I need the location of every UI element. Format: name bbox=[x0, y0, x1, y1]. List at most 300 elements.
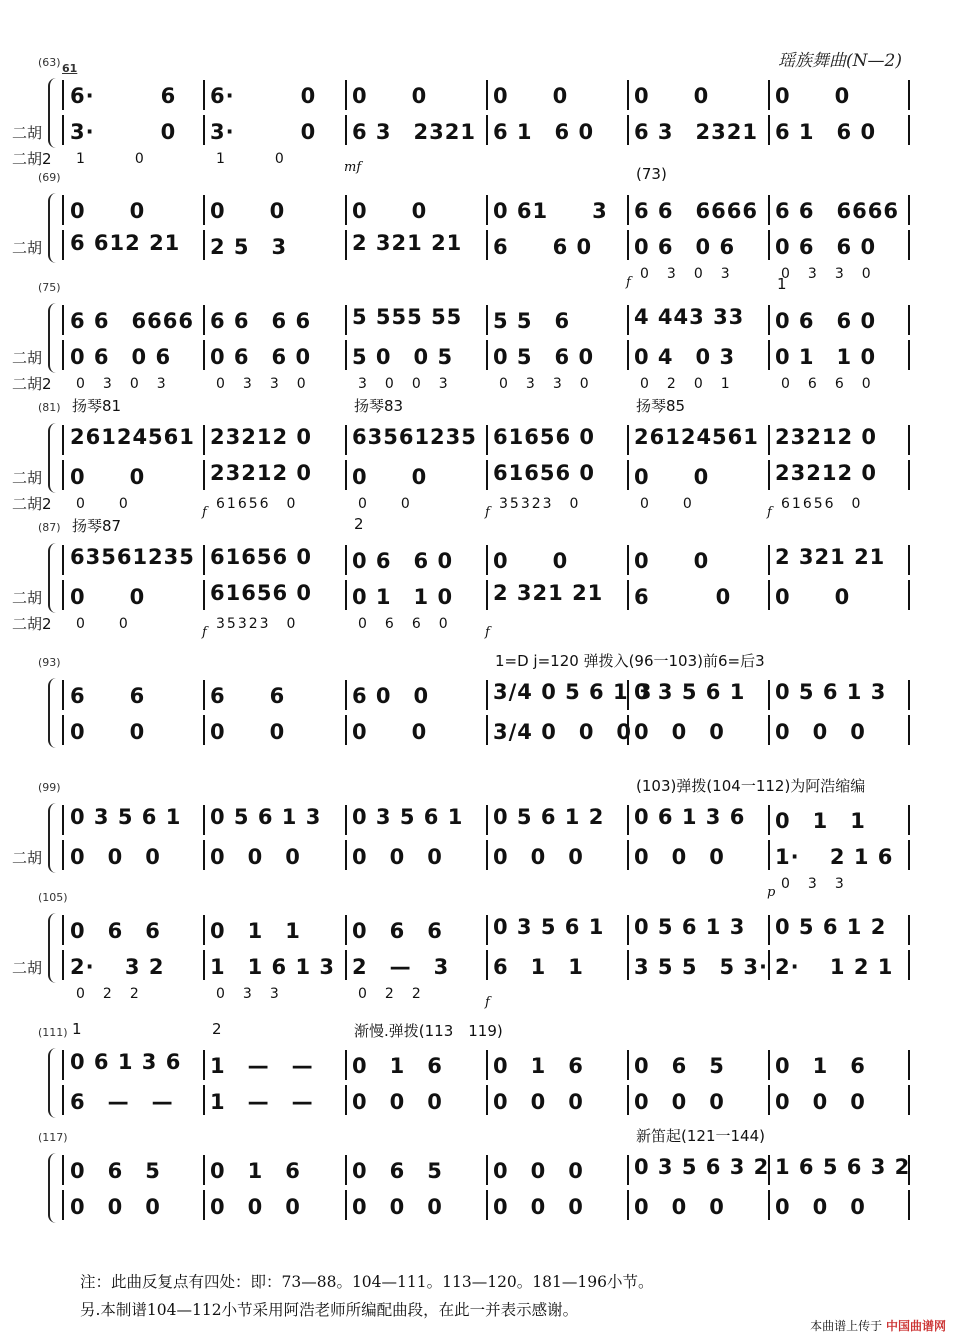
bar-line bbox=[62, 80, 64, 110]
bar-line bbox=[908, 115, 910, 145]
bar-line bbox=[627, 805, 629, 835]
bottom-voice-measure: 2· 1 2 1 bbox=[775, 955, 894, 979]
bottom-voice-measure: 0 6 6 0 bbox=[210, 345, 312, 369]
top-voice-measure: 0 0 0 bbox=[493, 1159, 584, 1183]
top-voice-measure: 0 5 6 1 2 bbox=[493, 805, 605, 829]
section-annotation: 新笛起(121一144) bbox=[636, 1127, 765, 1145]
bottom-voice-measure: 0 0 0 bbox=[634, 845, 725, 869]
bar-line bbox=[486, 545, 488, 575]
bottom-voice-measure: 1 1 6 1 3 bbox=[210, 955, 335, 979]
bar-line bbox=[627, 1190, 629, 1220]
bar-line bbox=[62, 425, 64, 455]
bottom-voice-measure: 23212 0 bbox=[210, 461, 312, 485]
third-voice-measure: 61656 0 bbox=[781, 496, 863, 512]
bar-line bbox=[627, 460, 629, 490]
bar-line bbox=[768, 1085, 770, 1115]
measure-number: (93) bbox=[38, 656, 61, 669]
bar-line bbox=[768, 1190, 770, 1220]
bottom-voice-measure: 3 5 5 5 3· bbox=[634, 955, 768, 979]
bar-line bbox=[768, 915, 770, 945]
bottom-voice-measure: 0 0 0 bbox=[70, 1195, 161, 1219]
upload-credit bbox=[810, 1317, 946, 1334]
third-voice-measure: 0 3 3 0 bbox=[499, 376, 591, 392]
bar-line bbox=[486, 1155, 488, 1185]
bottom-voice-measure: 2· 3 2 bbox=[70, 955, 165, 979]
bar-line bbox=[486, 840, 488, 870]
third-voice-measure: 0 3 3 0 bbox=[781, 266, 873, 282]
top-voice-measure: 0 3 5 6 1 bbox=[634, 680, 746, 704]
measure-number: (69) bbox=[38, 171, 61, 184]
top-voice-measure: 3/4 0 5 6 1 3 bbox=[493, 680, 653, 704]
bar-line bbox=[768, 840, 770, 870]
bottom-voice-measure: 0 6 0 6 bbox=[70, 345, 172, 369]
bar-line bbox=[345, 805, 347, 835]
bar-line bbox=[908, 340, 910, 370]
top-voice-measure: 2 321 21 bbox=[775, 545, 886, 569]
bar-line bbox=[62, 115, 64, 145]
third-voice-measure: 0 2 2 bbox=[76, 986, 141, 1002]
bar-line bbox=[203, 805, 205, 835]
bottom-voice-measure: 0 0 bbox=[634, 465, 710, 489]
bar-line bbox=[203, 715, 205, 745]
top-voice-measure: 26124561 bbox=[634, 425, 759, 449]
instrument-label: 二胡2 bbox=[12, 150, 52, 168]
section-annotation: 2 bbox=[212, 1020, 222, 1038]
top-voice-measure: 0 6 6 bbox=[352, 919, 443, 943]
bottom-voice-measure: 0 0 bbox=[352, 465, 428, 489]
measure-number: (117) bbox=[38, 1131, 68, 1144]
bar-line bbox=[62, 1085, 64, 1115]
bar-line bbox=[768, 805, 770, 835]
top-voice-measure: 61656 0 bbox=[210, 545, 312, 569]
system-8 bbox=[0, 1020, 960, 1140]
bottom-voice-measure: 0 0 0 bbox=[493, 1090, 584, 1114]
top-voice-measure: 4 443 33 bbox=[634, 305, 745, 329]
bottom-voice-measure: 6 1 1 bbox=[493, 955, 584, 979]
third-voice-measure: 0 6 6 0 bbox=[781, 376, 873, 392]
bar-line bbox=[486, 805, 488, 835]
bar-line bbox=[345, 1050, 347, 1080]
bar-line bbox=[62, 805, 64, 835]
top-voice-measure: 6· 0 bbox=[210, 84, 317, 108]
system-brace bbox=[48, 543, 56, 613]
section-annotation: 2 bbox=[354, 515, 364, 533]
top-voice-measure: 0 61 3 bbox=[493, 199, 608, 223]
bottom-voice-measure: 6 1 6 0 bbox=[493, 120, 595, 144]
bar-line bbox=[908, 230, 910, 260]
bar-line bbox=[768, 195, 770, 225]
bottom-voice-measure: 6 612 21 bbox=[70, 231, 181, 255]
section-annotation: 扬琴85 bbox=[636, 397, 686, 415]
top-voice-measure: 0 6 5 bbox=[352, 1159, 443, 1183]
dynamic-marking: f bbox=[202, 505, 207, 520]
section-annotation: (103)弹拨(104一112)为阿浩缩编 bbox=[636, 777, 866, 795]
bar-line bbox=[203, 195, 205, 225]
bar-line bbox=[62, 305, 64, 335]
bottom-voice-measure: 0 0 0 bbox=[210, 845, 301, 869]
bottom-voice-measure: 61656 0 bbox=[210, 581, 312, 605]
third-voice-measure: 0 3 3 bbox=[781, 876, 846, 892]
instrument-label: 二胡2 bbox=[12, 495, 52, 513]
top-voice-measure: 6 6 6666 bbox=[634, 199, 758, 223]
bar-line bbox=[908, 1190, 910, 1220]
bar-line bbox=[203, 1085, 205, 1115]
bottom-voice-measure: 3/4 0 0 0 bbox=[493, 720, 633, 744]
top-voice-measure: 1 6 5 6 3 2 bbox=[775, 1155, 911, 1179]
bar-line bbox=[768, 340, 770, 370]
top-voice-measure: 6 0 0 bbox=[352, 684, 430, 708]
bottom-voice-measure: 6 1 6 0 bbox=[775, 120, 877, 144]
bottom-voice-measure: 6 3 2321 bbox=[352, 120, 476, 144]
bar-line bbox=[486, 915, 488, 945]
system-3 bbox=[0, 397, 960, 520]
top-voice-measure: 0 0 bbox=[493, 549, 569, 573]
top-voice-measure: 61656 0 bbox=[493, 425, 595, 449]
bottom-voice-measure: 0 0 bbox=[70, 720, 146, 744]
bar-line bbox=[203, 545, 205, 575]
third-voice-measure: 61656 0 bbox=[216, 496, 298, 512]
bottom-voice-measure: 0 0 0 bbox=[775, 1090, 866, 1114]
bar-line bbox=[345, 195, 347, 225]
top-voice-measure: 6 6 6666 bbox=[775, 199, 899, 223]
bar-line bbox=[345, 1190, 347, 1220]
bar-line bbox=[203, 460, 205, 490]
section-annotation: 1 bbox=[72, 1020, 82, 1038]
bottom-voice-measure: 0 0 0 bbox=[352, 845, 443, 869]
bar-line bbox=[627, 195, 629, 225]
bar-line bbox=[345, 950, 347, 980]
bar-line bbox=[768, 115, 770, 145]
section-annotation: 扬琴87 bbox=[72, 517, 122, 535]
bar-line bbox=[203, 580, 205, 610]
bottom-voice-measure: 61656 0 bbox=[493, 461, 595, 485]
third-voice-measure: 0 3 0 3 bbox=[640, 266, 732, 282]
bar-line bbox=[62, 195, 64, 225]
section-annotation: 扬琴83 bbox=[354, 397, 404, 415]
top-voice-measure: 0 3 5 6 3 2 bbox=[634, 1155, 770, 1179]
instrument-label: 二胡2 bbox=[12, 375, 52, 393]
bottom-voice-measure: 3· 0 bbox=[70, 120, 177, 144]
bottom-voice-measure: 2 321 21 bbox=[352, 231, 463, 255]
top-voice-measure: 0 6 1 3 6 bbox=[634, 805, 746, 829]
bar-line bbox=[345, 115, 347, 145]
bar-line bbox=[203, 840, 205, 870]
bar-line bbox=[203, 680, 205, 710]
bar-line bbox=[345, 340, 347, 370]
bar-line bbox=[908, 545, 910, 575]
system-brace bbox=[48, 78, 56, 148]
bar-line bbox=[345, 580, 347, 610]
system-brace bbox=[48, 1153, 56, 1223]
bottom-voice-measure: 0 0 0 bbox=[493, 1195, 584, 1219]
top-voice-measure: 0 6 6 0 bbox=[775, 309, 877, 333]
bar-line bbox=[768, 1050, 770, 1080]
top-voice-measure: 0 5 6 1 3 bbox=[210, 805, 322, 829]
bar-line bbox=[203, 1190, 205, 1220]
third-voice-measure: 35323 0 bbox=[216, 616, 298, 632]
bar-line bbox=[627, 80, 629, 110]
bar-line bbox=[908, 840, 910, 870]
bar-line bbox=[908, 715, 910, 745]
bar-line bbox=[203, 1155, 205, 1185]
bar-line bbox=[768, 545, 770, 575]
instrument-label: 二胡 bbox=[12, 349, 43, 367]
bottom-voice-measure: 0 5 6 0 bbox=[493, 345, 595, 369]
top-voice-measure: 1 — — bbox=[210, 1054, 314, 1078]
top-voice-measure: 0 6 5 bbox=[70, 1159, 161, 1183]
bar-line bbox=[203, 340, 205, 370]
bar-line bbox=[486, 305, 488, 335]
bottom-voice-measure: 0 0 0 bbox=[352, 1090, 443, 1114]
bar-line bbox=[486, 115, 488, 145]
bar-line bbox=[627, 840, 629, 870]
bar-line bbox=[203, 80, 205, 110]
top-voice-measure: 23212 0 bbox=[210, 425, 312, 449]
bar-line bbox=[627, 915, 629, 945]
bottom-voice-measure: 0 1 1 0 bbox=[352, 585, 454, 609]
bottom-voice-measure: 1 — — bbox=[210, 1090, 314, 1114]
bottom-voice-measure: 0 6 6 0 bbox=[775, 235, 877, 259]
third-voice-measure: 0 2 0 1 bbox=[640, 376, 732, 392]
top-voice-measure: 6 6 6 6 bbox=[210, 309, 312, 333]
bar-line bbox=[908, 1050, 910, 1080]
system-brace bbox=[48, 423, 56, 493]
bar-line bbox=[345, 230, 347, 260]
bottom-voice-measure: 0 0 bbox=[352, 720, 428, 744]
top-voice-measure: 0 1 6 bbox=[493, 1054, 584, 1078]
bar-line bbox=[908, 680, 910, 710]
bar-line bbox=[62, 1155, 64, 1185]
top-voice-measure: 0 6 5 bbox=[634, 1054, 725, 1078]
top-voice-measure: 5 555 55 bbox=[352, 305, 463, 329]
bar-line bbox=[486, 340, 488, 370]
bottom-voice-measure: 6 3 2321 bbox=[634, 120, 758, 144]
instrument-label: 二胡 bbox=[12, 959, 43, 977]
section-annotation: 1 bbox=[777, 275, 787, 293]
bar-line bbox=[486, 460, 488, 490]
top-voice-measure: 63561235 bbox=[70, 545, 195, 569]
top-voice-measure: 0 1 1 bbox=[210, 919, 301, 943]
bottom-voice-measure: 0 0 0 bbox=[210, 1195, 301, 1219]
footnote-1: 注：此曲反复点有四处：即：73—88。104—111。113—120。181—196小节。 bbox=[80, 1273, 654, 1291]
section-annotation: 1=D j=120 弹拨入(96一103)前6=后3 bbox=[495, 652, 765, 670]
bar-line bbox=[62, 460, 64, 490]
bar-line bbox=[203, 425, 205, 455]
top-voice-measure: 0 3 5 6 1 bbox=[352, 805, 464, 829]
bottom-voice-measure: 3· 0 bbox=[210, 120, 317, 144]
bar-line bbox=[203, 305, 205, 335]
system-brace bbox=[48, 913, 56, 983]
instrument-label: 二胡 bbox=[12, 469, 43, 487]
bar-line bbox=[768, 680, 770, 710]
bar-line bbox=[62, 1190, 64, 1220]
top-voice-measure: 0 3 5 6 1 bbox=[493, 915, 605, 939]
bar-line bbox=[768, 460, 770, 490]
bar-line bbox=[627, 305, 629, 335]
bottom-voice-measure: 0 0 0 bbox=[634, 720, 725, 744]
top-voice-measure: 0 6 6 bbox=[70, 919, 161, 943]
rehearsal-mark: 61 bbox=[62, 62, 78, 75]
bar-line bbox=[486, 425, 488, 455]
bar-line bbox=[627, 340, 629, 370]
bar-line bbox=[203, 950, 205, 980]
top-voice-measure: 0 3 5 6 1 bbox=[70, 805, 182, 829]
bar-line bbox=[627, 580, 629, 610]
bar-line bbox=[627, 1050, 629, 1080]
top-voice-measure: 0 5 6 1 2 bbox=[775, 915, 887, 939]
top-voice-measure: 6 6 6666 bbox=[70, 309, 194, 333]
bar-line bbox=[203, 915, 205, 945]
bar-line bbox=[627, 1155, 629, 1185]
page-title: 瑶族舞曲(N—2) bbox=[778, 51, 902, 71]
top-voice-measure: 0 0 bbox=[352, 199, 428, 223]
third-voice-measure: 0 3 0 3 bbox=[76, 376, 168, 392]
third-voice-measure: 0 0 bbox=[640, 496, 694, 512]
instrument-label: 二胡 bbox=[12, 239, 43, 257]
bar-line bbox=[768, 305, 770, 335]
system-brace bbox=[48, 1048, 56, 1118]
bar-line bbox=[345, 305, 347, 335]
bar-line bbox=[62, 230, 64, 260]
site-logo[interactable]: 中国曲谱网 bbox=[885, 1319, 946, 1333]
bar-line bbox=[345, 80, 347, 110]
dynamic-marking: f bbox=[202, 625, 207, 640]
system-4 bbox=[0, 515, 960, 640]
third-voice-measure: 1 0 bbox=[216, 151, 286, 167]
dynamic-marking: f bbox=[485, 505, 490, 520]
top-voice-measure: 0 1 6 bbox=[775, 1054, 866, 1078]
bottom-voice-measure: 0 0 0 bbox=[775, 1195, 866, 1219]
bar-line bbox=[908, 580, 910, 610]
third-voice-measure: 0 2 2 bbox=[358, 986, 423, 1002]
footnote-2: 另.本制谱104—112小节采用阿浩老师所编配曲段，在此一并表示感谢。 bbox=[80, 1301, 579, 1319]
bottom-voice-measure: 0 0 0 bbox=[634, 1195, 725, 1219]
bar-line bbox=[486, 1085, 488, 1115]
top-voice-measure: 0 0 bbox=[493, 84, 569, 108]
bar-line bbox=[627, 230, 629, 260]
measure-number: (75) bbox=[38, 281, 61, 294]
bar-line bbox=[62, 915, 64, 945]
bar-line bbox=[62, 580, 64, 610]
bottom-voice-measure: 1· 2 1 6 bbox=[775, 845, 894, 869]
top-voice-measure: 5 5 6 bbox=[493, 309, 571, 333]
top-voice-measure: 0 6 6 0 bbox=[352, 549, 454, 573]
bar-line bbox=[486, 950, 488, 980]
bar-line bbox=[62, 545, 64, 575]
measure-number: (105) bbox=[38, 891, 68, 904]
bar-line bbox=[908, 950, 910, 980]
bar-line bbox=[486, 1050, 488, 1080]
bottom-voice-measure: 0 0 0 bbox=[775, 720, 866, 744]
top-voice-measure: 6 6 bbox=[70, 684, 146, 708]
instrument-label: 二胡 bbox=[12, 849, 43, 867]
bottom-voice-measure: 2 — 3 bbox=[352, 955, 450, 979]
bar-line bbox=[768, 580, 770, 610]
dynamic-marking: f bbox=[485, 625, 490, 640]
system-brace bbox=[48, 303, 56, 373]
top-voice-measure: 23212 0 bbox=[775, 425, 877, 449]
top-voice-measure: 6· 6 bbox=[70, 84, 177, 108]
third-voice-measure: 0 6 6 0 bbox=[358, 616, 450, 632]
dynamic-marking: mf bbox=[344, 160, 362, 175]
bottom-voice-measure: 0 0 bbox=[775, 585, 851, 609]
top-voice-measure: 0 0 bbox=[634, 549, 710, 573]
instrument-label: 二胡 bbox=[12, 124, 43, 142]
bar-line bbox=[627, 115, 629, 145]
bar-line bbox=[62, 680, 64, 710]
bottom-voice-measure: 5 0 0 5 bbox=[352, 345, 454, 369]
system-6 bbox=[0, 777, 960, 900]
third-voice-measure: 0 0 bbox=[358, 496, 412, 512]
bottom-voice-measure: 0 6 0 6 bbox=[634, 235, 736, 259]
bar-line bbox=[345, 425, 347, 455]
bottom-voice-measure: 0 4 0 3 bbox=[634, 345, 736, 369]
bottom-voice-measure: 2 321 21 bbox=[493, 581, 604, 605]
dynamic-marking: f bbox=[767, 505, 772, 520]
bottom-voice-measure: 0 0 bbox=[210, 720, 286, 744]
dynamic-marking: p bbox=[767, 885, 776, 900]
system-brace bbox=[48, 803, 56, 873]
third-voice-measure: 35323 0 bbox=[499, 496, 581, 512]
top-voice-measure: 0 5 6 1 3 bbox=[634, 915, 746, 939]
third-voice-measure: 3 0 0 3 bbox=[358, 376, 450, 392]
system-5 bbox=[0, 652, 960, 770]
bar-line bbox=[908, 425, 910, 455]
bar-line bbox=[486, 580, 488, 610]
bar-line bbox=[203, 1050, 205, 1080]
bar-line bbox=[768, 230, 770, 260]
bottom-voice-measure: 23212 0 bbox=[775, 461, 877, 485]
bar-line bbox=[768, 425, 770, 455]
bar-line bbox=[62, 950, 64, 980]
bar-line bbox=[345, 545, 347, 575]
instrument-label: 二胡2 bbox=[12, 615, 52, 633]
bottom-voice-measure: 6 0 bbox=[634, 585, 732, 609]
bar-line bbox=[345, 1155, 347, 1185]
system-9 bbox=[0, 1127, 960, 1245]
top-voice-measure: 63561235 bbox=[352, 425, 477, 449]
bottom-voice-measure: 0 0 0 bbox=[634, 1090, 725, 1114]
bar-line bbox=[345, 460, 347, 490]
credit-prefix: 本曲谱上传于 bbox=[810, 1319, 883, 1333]
top-voice-measure: 0 6 1 3 6 bbox=[70, 1050, 182, 1074]
dynamic-marking: f bbox=[626, 275, 631, 290]
top-voice-measure: 0 1 1 bbox=[775, 809, 866, 833]
measure-number: (81) bbox=[38, 401, 61, 414]
bar-line bbox=[345, 680, 347, 710]
bar-line bbox=[908, 460, 910, 490]
bottom-voice-measure: 6 6 0 bbox=[493, 235, 593, 259]
bottom-voice-measure: 2 5 3 bbox=[210, 235, 288, 259]
top-voice-measure: 0 0 bbox=[352, 84, 428, 108]
top-voice-measure: 0 1 6 bbox=[210, 1159, 301, 1183]
top-voice-measure: 0 0 bbox=[634, 84, 710, 108]
bar-line bbox=[908, 915, 910, 945]
bar-line bbox=[486, 80, 488, 110]
section-annotation: 扬琴81 bbox=[72, 397, 122, 415]
measure-number: (111) bbox=[38, 1026, 68, 1039]
bar-line bbox=[627, 950, 629, 980]
bar-line bbox=[908, 805, 910, 835]
bar-line bbox=[62, 340, 64, 370]
measure-number: (63) bbox=[38, 56, 61, 69]
system-brace bbox=[48, 193, 56, 263]
bar-line bbox=[62, 840, 64, 870]
bar-line bbox=[203, 115, 205, 145]
measure-number: (99) bbox=[38, 781, 61, 794]
third-voice-measure: 1 0 bbox=[76, 151, 146, 167]
bar-line bbox=[627, 1085, 629, 1115]
